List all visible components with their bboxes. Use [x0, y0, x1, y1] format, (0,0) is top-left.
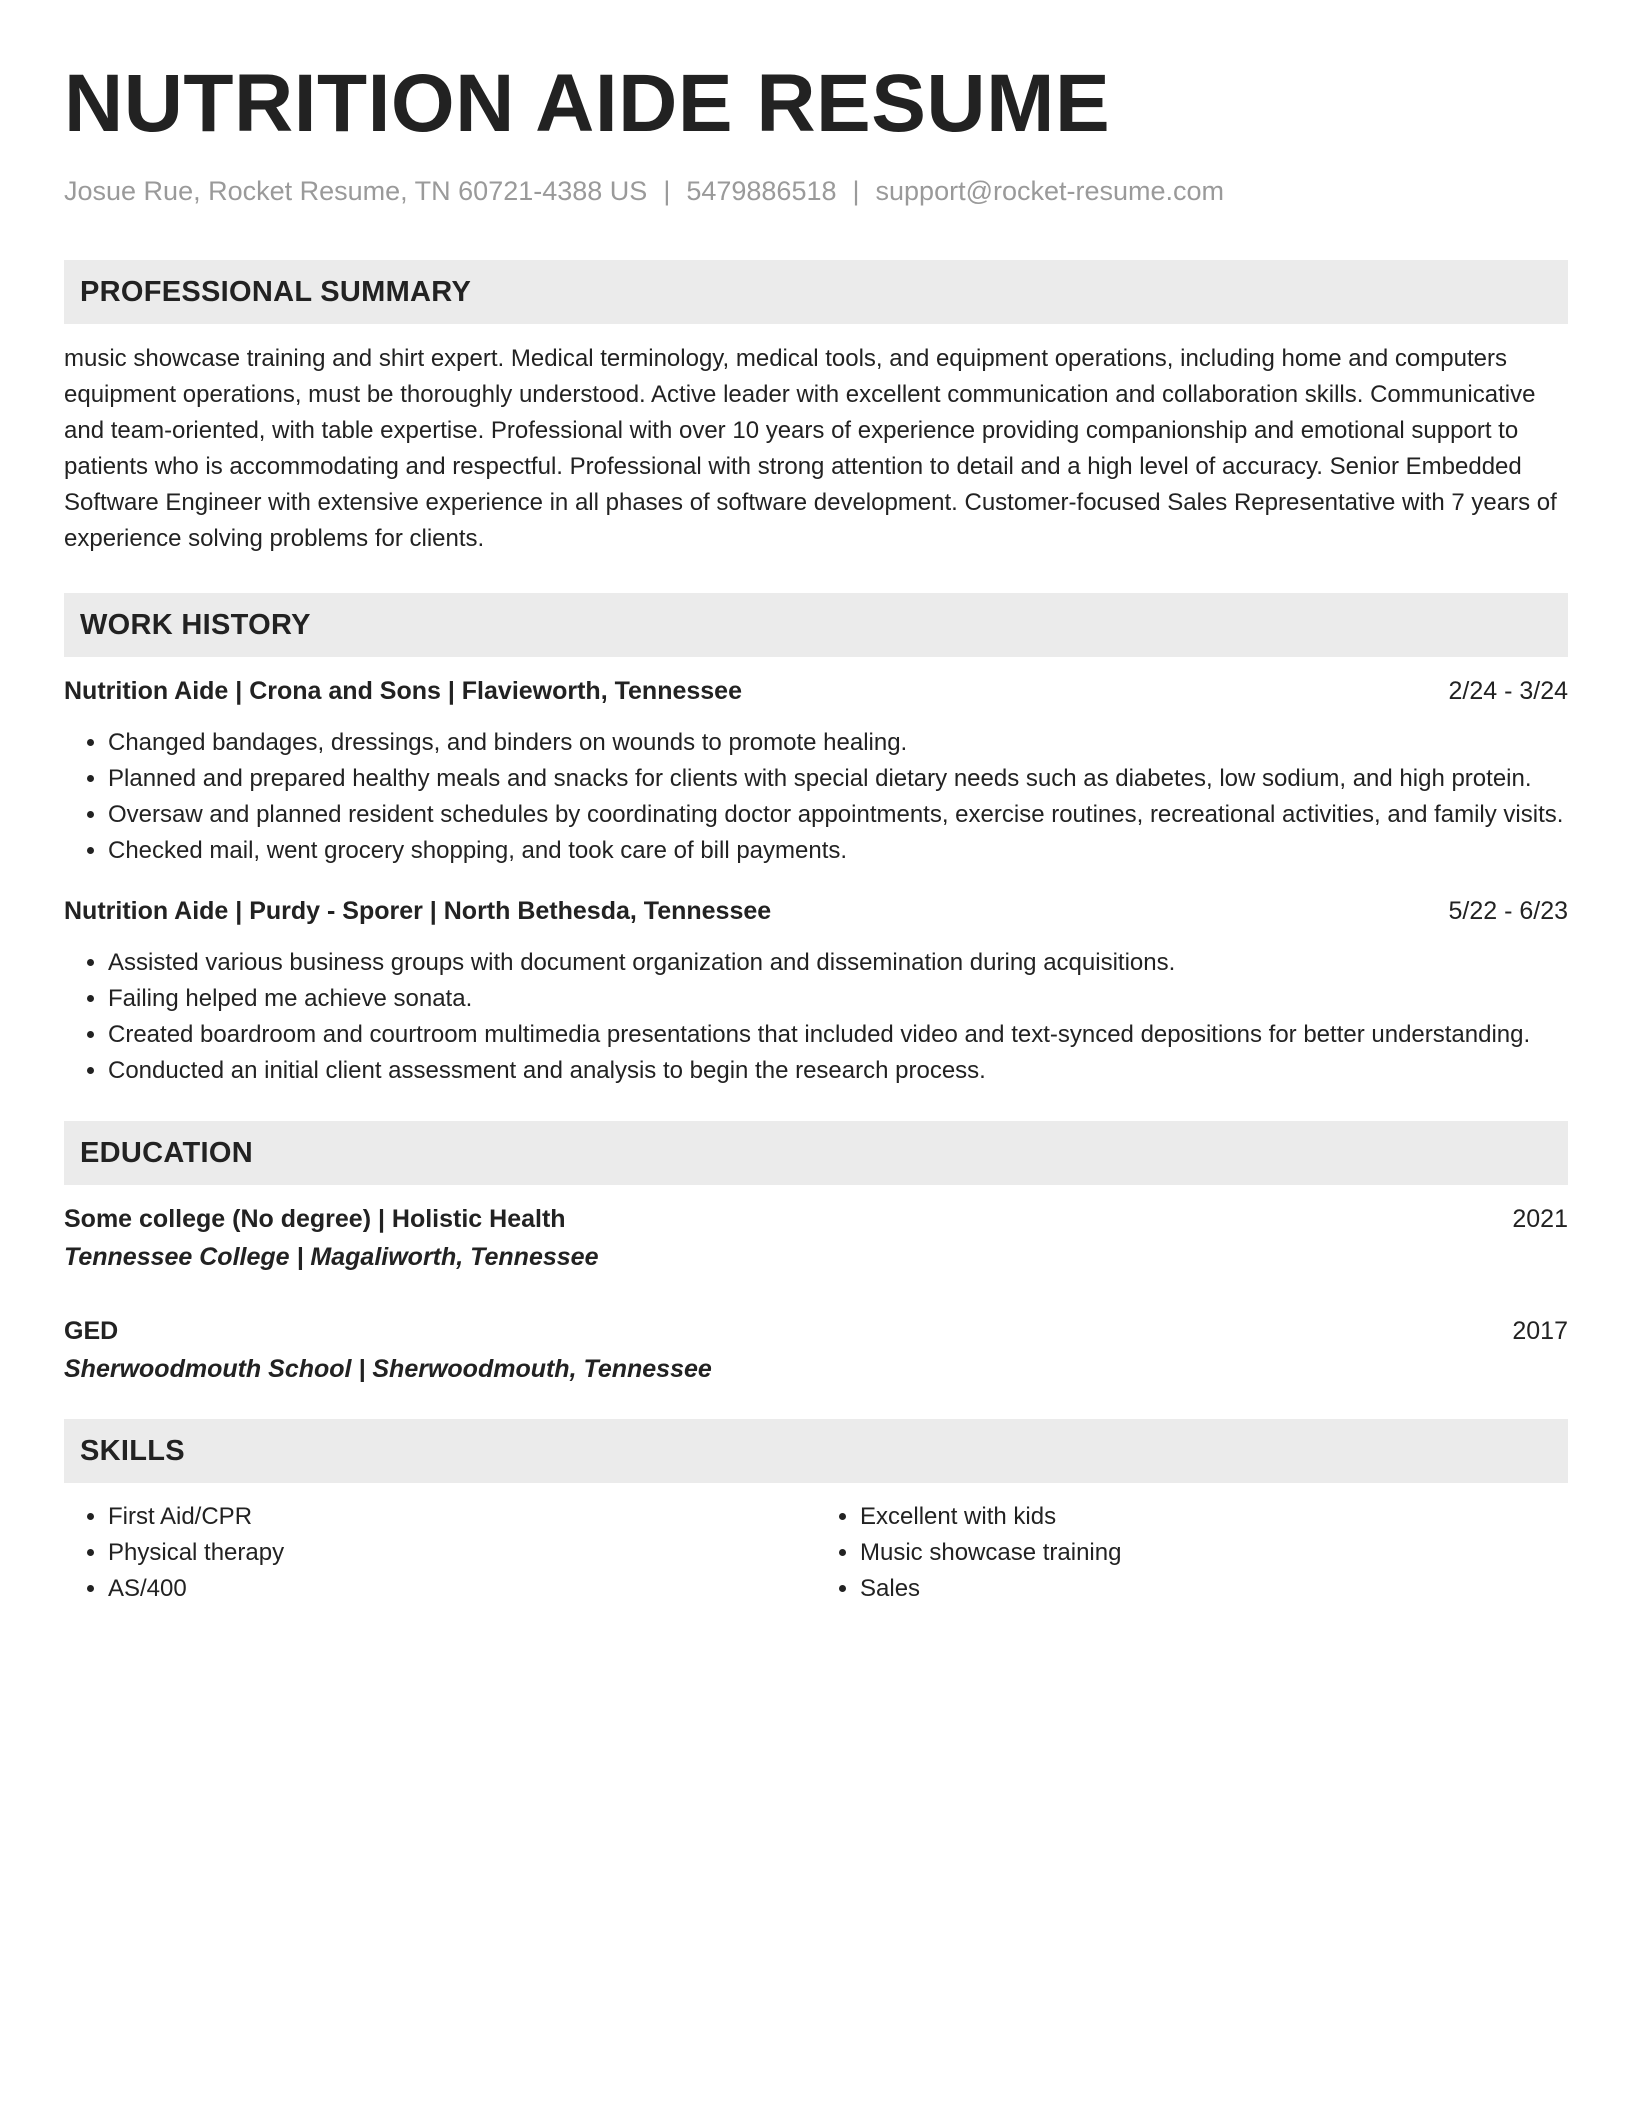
contact-email: support@rocket-resume.com — [875, 176, 1225, 206]
skill-item: • Sales — [860, 1571, 1568, 1607]
section-header-work-history: WORK HISTORY — [64, 593, 1568, 657]
job-bullets — [64, 725, 1568, 869]
education-school: Sherwoodmouth School | Sherwoodmouth, Tennessee — [64, 1355, 712, 1383]
skill-item: • First Aid/CPR — [108, 1499, 816, 1535]
resume-title: NUTRITION AIDE RESUME — [64, 58, 1111, 149]
skill-item: • Excellent with kids — [860, 1499, 1568, 1535]
education-header — [64, 1201, 1568, 1237]
list-item: • Failing helped me achieve sonata. — [108, 981, 1568, 1017]
job-header — [64, 893, 1568, 929]
job-header — [64, 673, 1568, 709]
education-degree: GED — [64, 1317, 119, 1345]
contact-phone: 5479886518 — [686, 176, 837, 206]
contact-separator: | — [663, 176, 671, 206]
section-header-skills: SKILLS — [64, 1419, 1568, 1483]
section-header-summary: PROFESSIONAL SUMMARY — [64, 260, 1568, 324]
job-title: Nutrition Aide | Purdy - Sporer | North Bethesda, Tennessee — [64, 897, 772, 925]
contact-separator: | — [852, 176, 860, 206]
skills-column-right — [816, 1499, 1568, 1607]
list-item: • Created boardroom and courtroom multimedia presentations that included video and text-synced depositions for better understanding. — [108, 1017, 1568, 1053]
job-bullets — [64, 945, 1568, 1089]
job-title: Nutrition Aide | Crona and Sons | Flavieworth, Tennessee — [64, 677, 742, 705]
list-item: • Conducted an initial client assessment and analysis to begin the research process. — [108, 1053, 1568, 1089]
skill-item: • AS/400 — [108, 1571, 816, 1607]
contact-address: Josue Rue, Rocket Resume, TN 60721-4388 US — [64, 176, 648, 206]
skill-item: • Music showcase training — [860, 1535, 1568, 1571]
section-header-education: EDUCATION — [64, 1121, 1568, 1185]
contact-line — [64, 174, 1568, 208]
job-dates: 2/24 - 3/24 — [1448, 677, 1568, 705]
list-item: • Changed bandages, dressings, and binders on wounds to promote healing. — [108, 725, 1568, 761]
list-item: • Planned and prepared healthy meals and snacks for clients with special dietary needs such as diabetes, low sodium, and high protein. — [108, 761, 1568, 797]
education-degree: Some college (No degree) | Holistic Health — [64, 1205, 566, 1233]
skills-column-left — [64, 1499, 816, 1607]
list-item: • Oversaw and planned resident schedules by coordinating doctor appointments, exercise routines, recreational activities, and family visits. — [108, 797, 1568, 833]
education-header — [64, 1313, 1568, 1349]
job-dates: 5/22 - 6/23 — [1448, 897, 1568, 925]
education-school: Tennessee College | Magaliworth, Tennessee — [64, 1243, 599, 1271]
list-item: • Assisted various business groups with document organization and dissemination during acquisitions. — [108, 945, 1568, 981]
skill-item: • Physical therapy — [108, 1535, 816, 1571]
summary-text: music showcase training and shirt expert. Medical terminology, medical tools, and equipment operations, including home and computers equipment operations, must be thoroughly understood. Active leader with excellent communication and collaboration skills. Communicative and team-oriented, with table expertise. Professional with over 10 years of experience providing companionship and emotional support to patients who is accommodating and respectful. Professional with strong attention to detail and a high level of accuracy. Senior Embedded Software Engineer with extensive experience in all phases of software development. Customer-focused Sales Representative with 7 years of experience solving problems for clients. — [64, 345, 1557, 552]
education-year: 2021 — [1512, 1205, 1568, 1233]
skills-list — [64, 1499, 1568, 1607]
education-year: 2017 — [1512, 1317, 1568, 1345]
list-item: • Checked mail, went grocery shopping, and took care of bill payments. — [108, 833, 1568, 869]
